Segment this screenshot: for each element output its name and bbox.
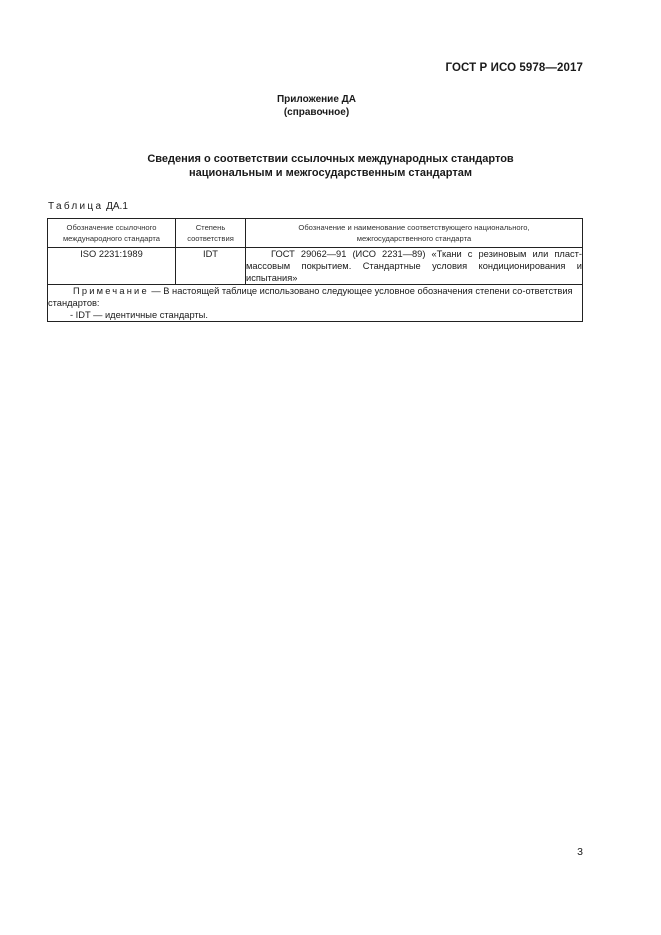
annex-type: (справочное) [283, 107, 350, 118]
annex-title: Приложение ДА [276, 94, 357, 105]
table-caption-label: Таблица [48, 201, 104, 212]
note-paragraph [48, 285, 582, 309]
page-number: 3 [577, 846, 583, 858]
note-text: — В настоящей таблице использовано следующее условное обозначения степени со-ответствия стандартов: [48, 286, 573, 308]
header-intl-standard-line-1: Обозначение ссылочного [66, 223, 157, 232]
section-title [0, 152, 661, 180]
cell-degree: IDT [176, 248, 246, 285]
table-note [48, 285, 583, 322]
annex-heading [0, 93, 661, 119]
header-intl-standard-line-2: международного стандарта [62, 234, 161, 243]
header-degree-line-1: Степень [195, 223, 226, 232]
table-caption-number: ДА.1 [106, 201, 128, 212]
section-title-line-2: национальным и межгосударственным стандартам [189, 167, 472, 179]
header-national-standard-line-2: межгосударственного стандарта [356, 234, 472, 243]
header-intl-standard [48, 219, 176, 248]
table-row [48, 248, 583, 285]
table-note-row [48, 285, 583, 322]
cell-national-standard [246, 248, 583, 285]
correspondence-table [47, 218, 583, 322]
table-caption [48, 201, 128, 212]
header-degree-line-2: соответствия [187, 234, 234, 243]
note-item: - IDT — идентичные стандарты. [70, 310, 208, 320]
note-label: Примечание [73, 286, 149, 296]
header-national-standard-line-1: Обозначение и наименование соответствующего национального, [298, 223, 530, 232]
table-header-row [48, 219, 583, 248]
header-national-standard [246, 219, 583, 248]
cell-national-standard-text: ГОСТ 29062—91 (ИСО 2231—89) «Ткани с резиновым или пласт-массовым покрытием. Стандартные условия кондиционирования и испытания» [246, 249, 582, 283]
header-degree [176, 219, 246, 248]
section-title-line-1: Сведения о соответствии ссылочных международных стандартов [147, 153, 514, 165]
cell-intl-standard: ISO 2231:1989 [48, 248, 176, 285]
document-code: ГОСТ Р ИСО 5978—2017 [445, 62, 583, 74]
